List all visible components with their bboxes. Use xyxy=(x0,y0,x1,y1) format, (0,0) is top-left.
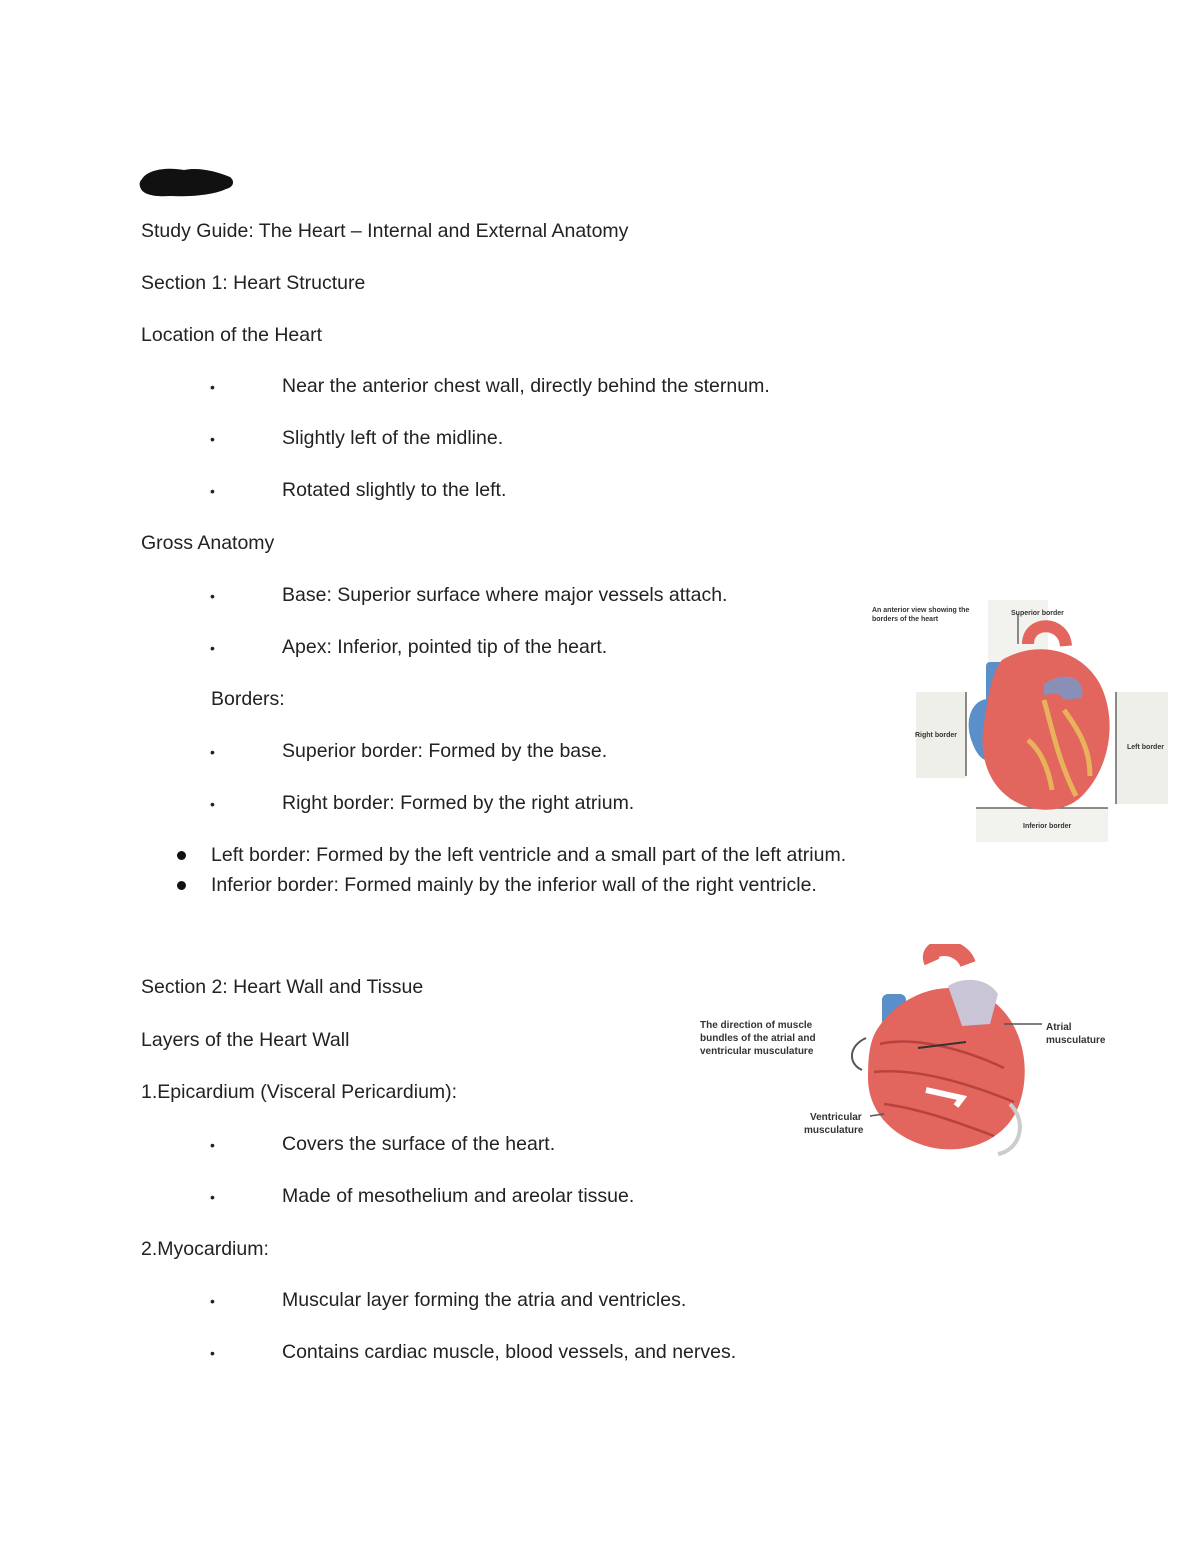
atrial-label: musculature xyxy=(1046,1035,1106,1046)
gross-bullet: Base: Superior surface where major vessels attach. xyxy=(282,584,728,606)
figure-1-caption: An anterior view showing the xyxy=(872,607,970,614)
inferior-border-label: Inferior border xyxy=(1023,823,1072,830)
aorta xyxy=(931,948,968,964)
myocardium-bullet: Muscular layer forming the atria and ventricles. xyxy=(282,1289,687,1311)
heart-borders-figure xyxy=(868,600,1170,842)
ventricular-label: musculature xyxy=(804,1125,864,1136)
bullet-marker: • xyxy=(210,1345,215,1361)
bullet-marker: • xyxy=(210,744,215,760)
figure-1-caption: borders of the heart xyxy=(872,616,939,623)
superior-border-label: Superior border xyxy=(1011,610,1064,617)
location-bullet: Rotated slightly to the left. xyxy=(282,479,507,501)
bullet-marker: • xyxy=(210,588,215,604)
heart-ventricles xyxy=(982,649,1109,809)
bullet-marker: • xyxy=(210,1189,215,1205)
gross-bullet: Apex: Inferior, pointed tip of the heart. xyxy=(282,636,608,658)
bullet-marker: • xyxy=(210,796,215,812)
epicardium-heading: 1.Epicardium (Visceral Pericardium): xyxy=(141,1081,458,1103)
document-title: Study Guide: The Heart – Internal and External Anatomy xyxy=(141,220,629,242)
epicardium-bullet: Made of mesothelium and areolar tissue. xyxy=(282,1185,635,1207)
layers-heading: Layers of the Heart Wall xyxy=(141,1029,350,1051)
section-2-heading: Section 2: Heart Wall and Tissue xyxy=(141,976,424,998)
bullet-marker: • xyxy=(210,431,215,447)
borders-label: Borders: xyxy=(211,688,285,710)
bullet-marker: • xyxy=(210,1293,215,1309)
bullet-marker: • xyxy=(210,379,215,395)
rotation-arrow xyxy=(852,1038,866,1070)
list-dot xyxy=(177,881,186,890)
location-bullet: Slightly left of the midline. xyxy=(282,427,504,449)
direction-caption: The direction of muscle xyxy=(700,1020,813,1031)
direction-caption: bundles of the atrial and xyxy=(700,1033,816,1044)
border-bullet: Right border: Formed by the right atrium. xyxy=(282,792,635,814)
location-bullet: Near the anterior chest wall, directly behind the sternum. xyxy=(282,375,770,397)
epicardium-bullet: Covers the surface of the heart. xyxy=(282,1133,556,1155)
muscle-bundles-figure xyxy=(698,944,1118,1166)
location-heading: Location of the Heart xyxy=(141,324,323,346)
border-bullet: Superior border: Formed by the base. xyxy=(282,740,608,762)
direction-caption: ventricular musculature xyxy=(700,1046,814,1057)
bullet-marker: • xyxy=(210,1137,215,1153)
gross-anatomy-heading: Gross Anatomy xyxy=(141,532,275,554)
bullet-marker: • xyxy=(210,640,215,656)
ventricular-label: Ventricular xyxy=(810,1112,862,1123)
list-dot xyxy=(177,851,186,860)
redaction-mark xyxy=(138,165,236,201)
border-list-item: Left border: Formed by the left ventricle and a small part of the left atrium. xyxy=(211,844,847,866)
heart-muscle xyxy=(868,988,1025,1149)
atrial-label: Atrial xyxy=(1046,1022,1072,1033)
border-list-item: Inferior border: Formed mainly by the inferior wall of the right ventricle. xyxy=(211,874,817,896)
right-border-label: Right border xyxy=(915,732,957,739)
myocardium-heading: 2.Myocardium: xyxy=(141,1238,269,1260)
section-1-heading: Section 1: Heart Structure xyxy=(141,272,366,294)
left-border-label: Left border xyxy=(1127,744,1164,751)
bullet-marker: • xyxy=(210,483,215,499)
myocardium-bullet: Contains cardiac muscle, blood vessels, and nerves. xyxy=(282,1341,737,1363)
